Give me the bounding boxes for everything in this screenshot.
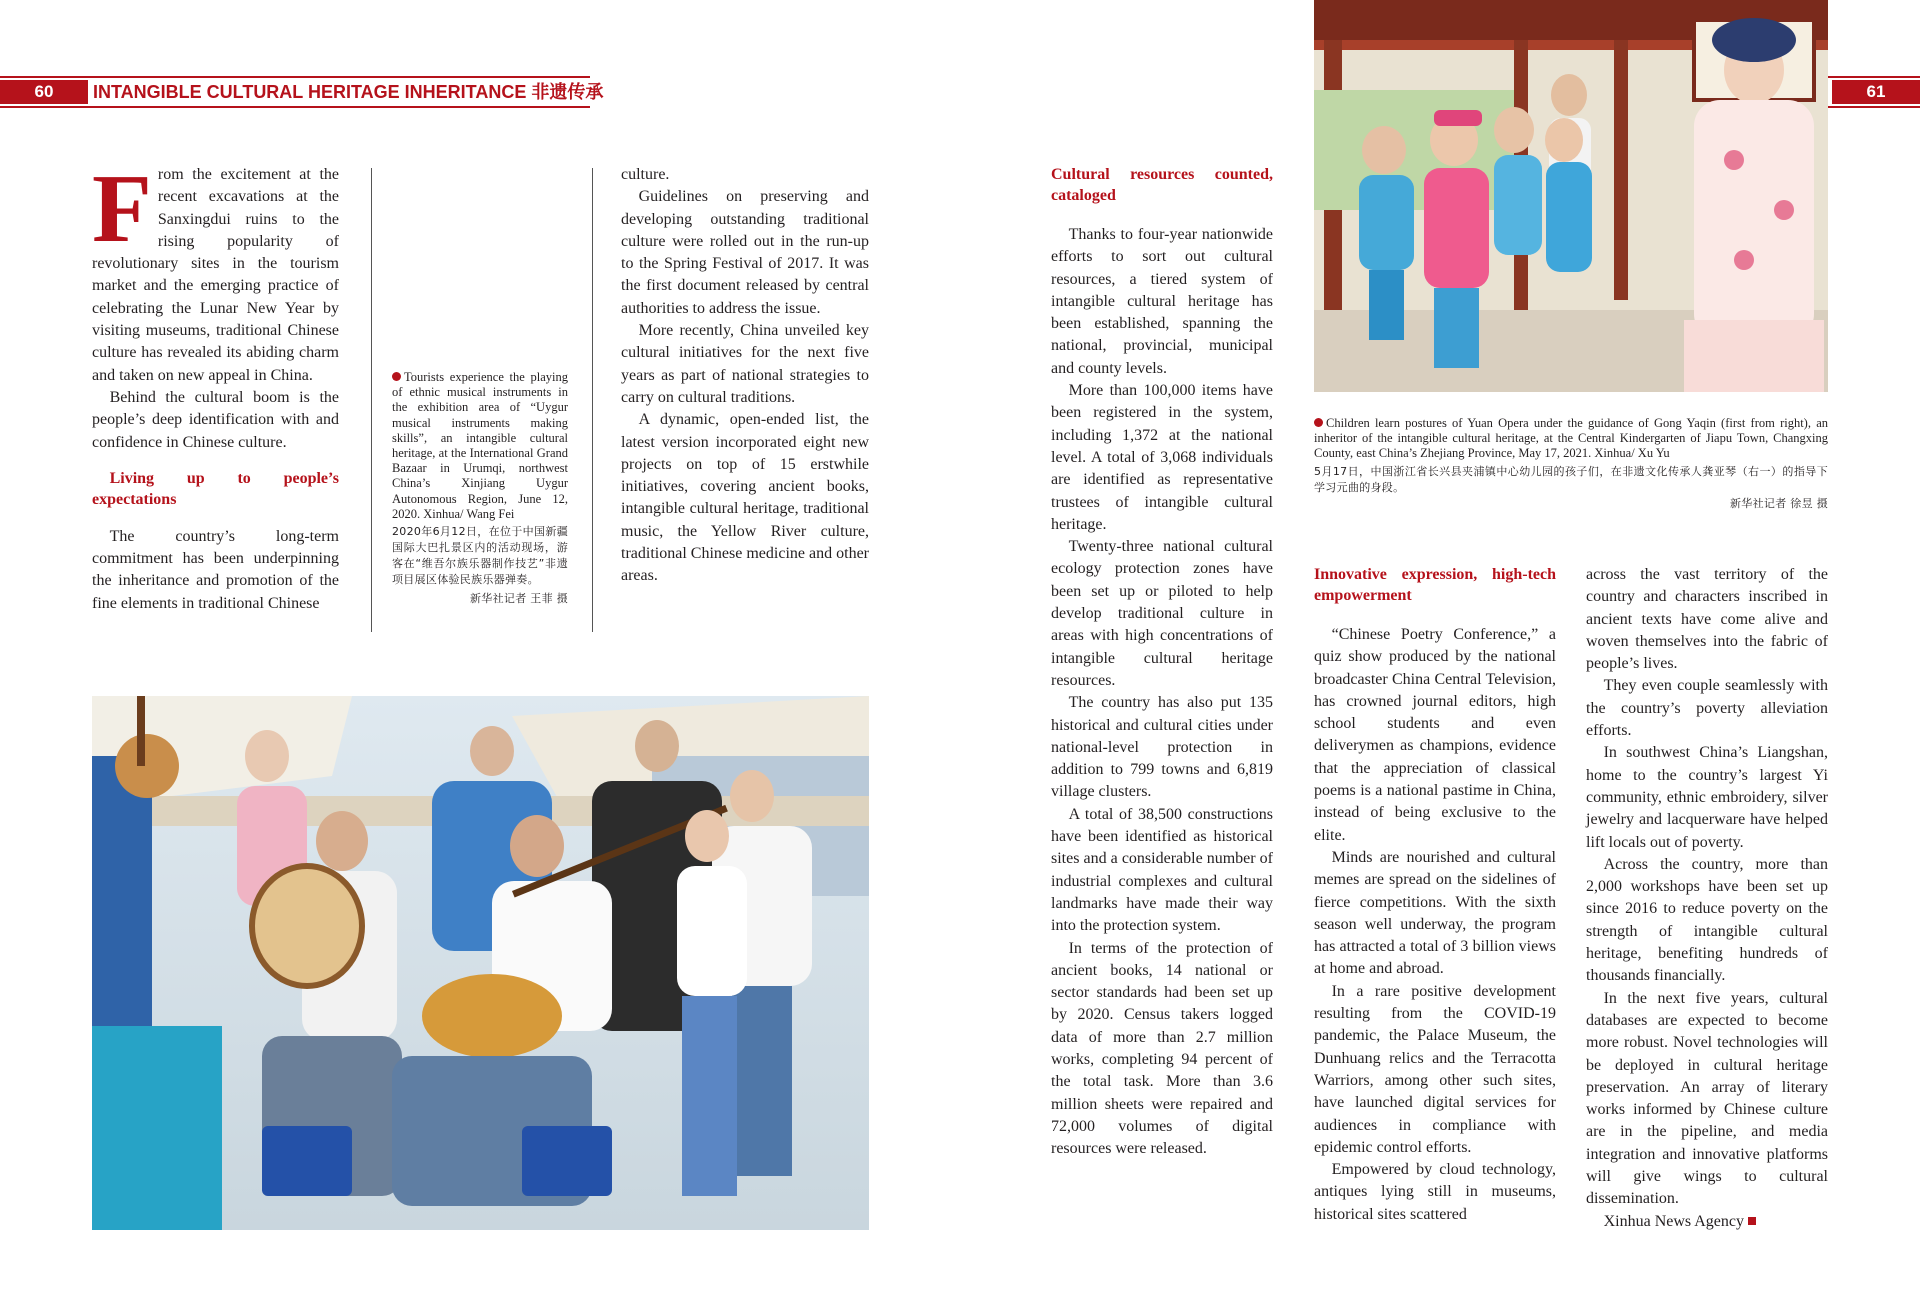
caption-chinese: 2020年6月12日，在位于中国新疆国际大巴扎景区内的活动现场，游客在“维吾尔族乐器制作技艺”非遗项目展区体验民族乐器弹奏。 bbox=[392, 525, 568, 587]
subhead-cultural-resources: Cultural resources counted, cataloged bbox=[1051, 166, 1273, 204]
caption-bullet-icon bbox=[392, 372, 401, 381]
paragraph: culture. bbox=[621, 166, 670, 183]
left-column-1 bbox=[92, 155, 339, 615]
photo-opera-children bbox=[1314, 0, 1828, 392]
subhead-innovative-expression: Innovative expression, high-tech empowerment bbox=[1314, 566, 1556, 604]
lead-paragraph bbox=[92, 155, 339, 387]
caption-bullet-icon bbox=[1314, 418, 1323, 427]
page-number-left: 60 bbox=[0, 80, 88, 104]
photo-musicians-illustration bbox=[92, 696, 869, 1230]
page-number-right: 61 bbox=[1832, 80, 1920, 104]
paragraph: They even couple seamlessly with the country’s poverty alleviation efforts. bbox=[1586, 677, 1828, 740]
paragraph: “Chinese Poetry Conference,” a quiz show produced by the national broadcaster China Central Television, has crowned journal editors, high school students and even deliverymen as champions, evidence that the appreciation of classical poems is a national pastime in China, instead of being exclusive to the elite. bbox=[1314, 626, 1556, 844]
photo-caption-left bbox=[392, 370, 568, 607]
right-column-1 bbox=[1051, 164, 1273, 1160]
caption-credit: 新华社记者 王菲 摄 bbox=[470, 592, 568, 606]
paragraph: Behind the cultural boom is the people’s deep identification with and confidence in Chinese culture. bbox=[92, 388, 339, 451]
header-rule-bottom-left bbox=[0, 106, 590, 108]
photo-musicians bbox=[92, 696, 869, 1230]
paragraph: Across the country, more than 2,000 workshops have been set up since 2016 to reduce poverty on the strength of intangible cultural heritage, benefiting hundreds of thousands financially. bbox=[1586, 855, 1828, 985]
caption-credit: 新华社记者 徐昱 摄 bbox=[1730, 496, 1828, 510]
paragraph: A dynamic, open-ended list, the latest version incorporated eight new projects on top of 15 erstwhile initiatives, covering ancient books, intangible cultural heritage, traditional music, the Yellow River culture, traditional Chinese medicine and other areas. bbox=[621, 411, 869, 585]
paragraph: Guidelines on preserving and developing outstanding traditional culture were rolled out in the run-up to the Spring Festival of 2017. It was the first document released by central authorities to address the issue. bbox=[621, 188, 869, 317]
paragraph: across the vast territory of the country and characters inscribed in ancient texts have come alive and woven themselves into the fabric of people’s lives. bbox=[1586, 566, 1828, 673]
drop-cap: F bbox=[92, 155, 152, 263]
column-divider bbox=[592, 168, 593, 632]
photo-caption-right bbox=[1314, 416, 1828, 512]
header-rule-top-left bbox=[0, 76, 590, 78]
paragraph: More than 100,000 items have been registered in the system, including 1,372 at the national level. A total of 3,068 individuals are identified as representative trustees of intangible cultural heritage. bbox=[1051, 382, 1273, 533]
paragraph: In the next five years, cultural databases are expected to become more robust. Novel technologies will be deployed in cultural heritage preservation. An array of literary works informed by Chinese culture are in the pipeline, and media integration and innovative platforms will give wings to cultural dissemination. bbox=[1586, 989, 1828, 1208]
lead-text: rom the excitement at the recent excavations at the Sanxingdui ruins to the rising popularity of revolutionary sites in the tourism market and the emerging practice of celebrating the Lunar New Year by visiting museums, traditional Chinese culture has revealed its abiding charm and taken on new appeal in China. bbox=[92, 166, 339, 384]
caption-english: Children learn postures of Yuan Opera under the guidance of Gong Yaqin (first from right), an inheritor of the intangible cultural heritage, at the Central Kindergarten of Jiapu Town, Changxing County, east China’s Zhejiang Province, May 17, 2021. Xinhua/ Xu Yu bbox=[1314, 416, 1828, 461]
section-title: INTANGIBLE CULTURAL HERITAGE INHERITANCE 非遗传承 bbox=[93, 82, 604, 102]
paragraph: In southwest China’s Liangshan, home to the country’s largest Yi community, ethnic embroidery, silver jewelry and lacquerware have helped lift locals out of poverty. bbox=[1586, 744, 1828, 851]
paragraph: Twenty-three national cultural ecology protection zones have been set up or piloted to help develop traditional culture in areas with high concentrations of intangible cultural heritage resources. bbox=[1051, 538, 1273, 689]
paragraph: The country’s long-term commitment has been underpinning the inheritance and promotion of the fine elements in traditional Chinese bbox=[92, 527, 339, 612]
caption-english: Tourists experience the playing of ethnic musical instruments in the exhibition area of “Uygur musical instruments making skills”, an intangible cultural heritage, at the International Grand Bazaar in Urumqi, northwest China’s Xinjiang Uygur Autonomous Region, June 12, 2020. Xinhua/ Wang Fei bbox=[392, 370, 568, 521]
paragraph: A total of 38,500 constructions have been identified as historical sites and a considerable number of industrial complexes and cultural landmarks have made their way into the protection system. bbox=[1051, 805, 1273, 935]
signoff-paragraph bbox=[1586, 1211, 1828, 1233]
column-divider bbox=[371, 168, 372, 632]
right-column-2 bbox=[1314, 564, 1556, 1226]
right-column-3 bbox=[1586, 564, 1828, 1233]
paragraph: In terms of the protection of ancient books, 14 national or sector standards had been set up by 2020. Census takers logged data of more than 2.7 million works, completing 94 percent of the total task. More than 3.6 million sheets were repaired and 72,000 volumes of digital resources were released. bbox=[1051, 939, 1273, 1158]
signoff: Xinhua News Agency bbox=[1603, 1212, 1745, 1230]
paragraph: Empowered by cloud technology, antiques lying still in museums, historical sites scattered bbox=[1314, 1161, 1556, 1223]
paragraph: Minds are nourished and cultural memes are spread on the sidelines of fierce competitions. With the sixth season well underway, the program has attracted a total of 3 billion views at home and abroad. bbox=[1314, 848, 1556, 978]
paragraph: More recently, China unveiled key cultural initiatives for the next five years as part of national strategies to carry on cultural traditions. bbox=[621, 322, 869, 406]
end-mark-icon bbox=[1748, 1217, 1756, 1225]
photo-opera-illustration bbox=[1314, 0, 1828, 392]
paragraph: In a rare positive development resulting from the COVID-19 pandemic, the Palace Museum, the Dunhuang relics and the Terracotta Warriors, among other such sites, have launched digital services for audiences in compliance with epidemic control efforts. bbox=[1314, 982, 1556, 1156]
caption-chinese: 5月17日，中国浙江省长兴县夹浦镇中心幼儿园的孩子们，在非遗文化传承人龚亚琴（右一）的指导下学习元曲的身段。 bbox=[1314, 464, 1828, 494]
paragraph: The country has also put 135 historical and cultural cities under national-level protection in addition to 799 towns and 6,819 village clusters. bbox=[1051, 694, 1273, 801]
paragraph: Thanks to four-year nationwide efforts to sort out cultural resources, a tiered system of intangible cultural heritage has been established, spanning the national, provincial, municipal and county levels. bbox=[1051, 226, 1273, 377]
subhead-living-up: Living up to people’s expectations bbox=[92, 469, 339, 508]
left-column-3 bbox=[621, 164, 869, 588]
